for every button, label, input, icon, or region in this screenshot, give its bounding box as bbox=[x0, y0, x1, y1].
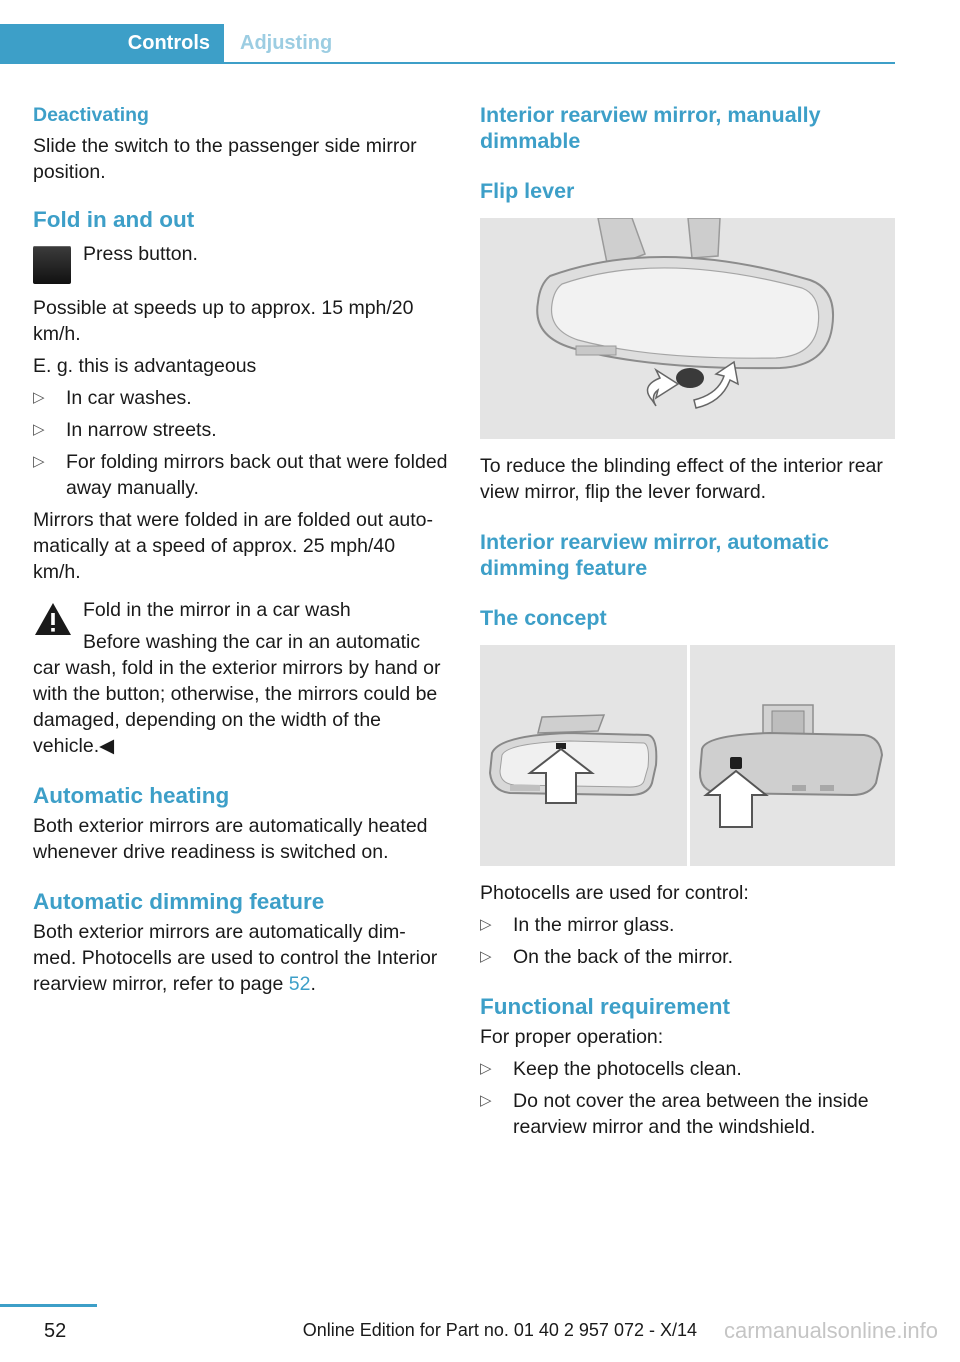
list-item: ▷ In car washes. bbox=[33, 387, 192, 409]
dimming-text: Both exterior mirrors are automatically dim‐ med. Photocells are used to control the Interior rearview mirror, refer to page 52. bbox=[33, 921, 438, 995]
list-item: ▷ In the mirror glass. bbox=[480, 914, 675, 936]
right-column bbox=[480, 102, 900, 1140]
fold-intro-text: E. g. this is advantageous bbox=[33, 355, 257, 377]
warning-title: Fold in the mirror in a car wash bbox=[83, 599, 351, 621]
list-item: ▷ Keep the photocells clean. bbox=[480, 1058, 742, 1080]
triangle-bullet-icon: ▷ bbox=[33, 453, 45, 470]
flip-lever-text: To reduce the blinding effect of the interior rear view mirror, flip the lever forward. bbox=[480, 455, 883, 503]
chapter-tab-bar bbox=[0, 24, 895, 64]
auto-mirror-heading: Interior rearview mirror, automatic dimming feature bbox=[480, 530, 829, 580]
concept-heading: The concept bbox=[480, 606, 607, 630]
functional-text: For proper operation: bbox=[480, 1026, 664, 1048]
triangle-bullet-icon: ▷ bbox=[480, 916, 492, 933]
flip-lever-heading: Flip lever bbox=[480, 179, 575, 203]
warning-block bbox=[33, 597, 448, 759]
photocell-image bbox=[480, 645, 895, 866]
tab-controls[interactable]: Controls bbox=[0, 24, 224, 62]
heating-heading: Automatic heating bbox=[33, 783, 230, 808]
left-column bbox=[33, 102, 448, 997]
photocell-list bbox=[480, 912, 900, 970]
functional-heading: Functional requirement bbox=[480, 994, 731, 1019]
flip-lever-image bbox=[480, 218, 895, 439]
page-reference-link[interactable]: 52 bbox=[288, 973, 311, 995]
list-item: ▷ Do not cover the area between the inside rearview mirror and the windshield. bbox=[480, 1090, 869, 1138]
fold-speed-text: Possible at speeds up to approx. 15 mph/20 km/h. bbox=[33, 297, 414, 345]
functional-list bbox=[480, 1056, 900, 1140]
triangle-bullet-icon: ▷ bbox=[33, 421, 45, 438]
list-item: ▷ For folding mirrors back out that were folded away manually. bbox=[33, 451, 448, 499]
deactivating-heading: Deactivating bbox=[33, 104, 149, 126]
mirror-flip-lever-illustration bbox=[480, 218, 895, 439]
manual-mirror-heading: Interior rearview mirror, manually dimmable bbox=[480, 103, 821, 153]
list-item: ▷ In narrow streets. bbox=[33, 419, 217, 441]
fold-after-text: Mirrors that were folded in are folded out auto‐ matically at a speed of approx. 25 mph/40 km/h. bbox=[33, 509, 433, 583]
deactivating-text: Slide the switch to the passenger side mirror position. bbox=[33, 135, 417, 183]
triangle-bullet-icon: ▷ bbox=[480, 948, 492, 965]
triangle-bullet-icon: ▷ bbox=[480, 1060, 492, 1077]
fold-mirror-button-icon bbox=[33, 246, 71, 284]
page-number: 52 bbox=[44, 1320, 67, 1342]
dimming-heading: Automatic dimming feature bbox=[33, 889, 325, 914]
footer-rule bbox=[0, 1304, 97, 1307]
fold-heading: Fold in and out bbox=[33, 207, 195, 232]
warning-triangle-icon bbox=[33, 601, 73, 637]
photocell-location-illustration bbox=[480, 645, 895, 866]
watermark: carmanualsonline.info bbox=[723, 1318, 938, 1343]
edition-text: Online Edition for Part no. 01 40 2 957 072 - X/14 bbox=[302, 1320, 697, 1340]
warning-body: Before washing the car in an automatic car wash, fold in the exterior mirrors by hand or with the button; otherwise, the mirrors could be damaged, depending on the width of the vehicle.◀ bbox=[33, 631, 441, 757]
list-item: ▷ On the back of the mirror. bbox=[480, 946, 734, 968]
fold-button-row bbox=[33, 241, 448, 281]
tab-adjusting[interactable]: Adjusting bbox=[240, 32, 333, 54]
fold-button-text: Press button. bbox=[83, 243, 198, 265]
triangle-bullet-icon: ▷ bbox=[33, 389, 45, 406]
heating-text: Both exterior mirrors are automatically heated whenever drive readiness is switched on. bbox=[33, 815, 428, 863]
fold-list bbox=[33, 385, 448, 501]
triangle-bullet-icon: ▷ bbox=[480, 1092, 492, 1109]
photocell-intro-text: Photocells are used for control: bbox=[480, 882, 749, 904]
